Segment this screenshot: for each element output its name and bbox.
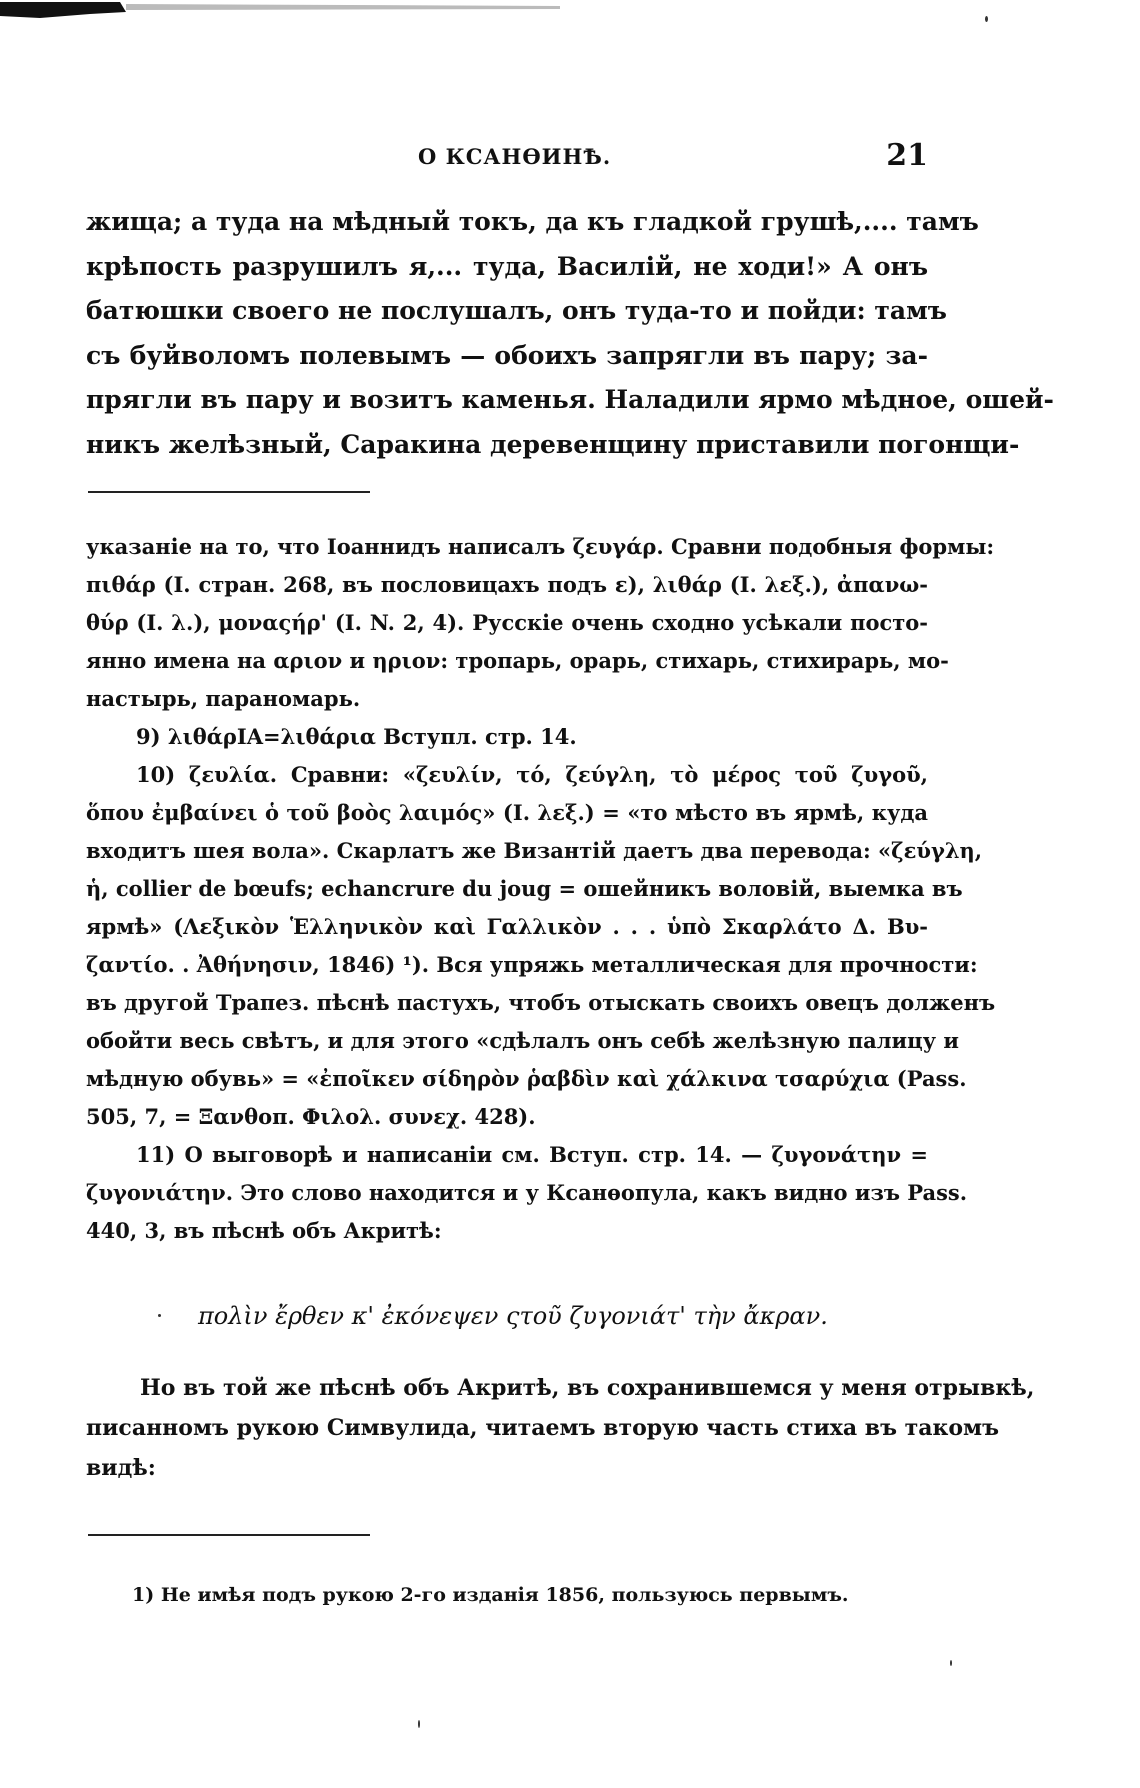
- running-head: [88, 138, 928, 178]
- scan-speck: [985, 16, 988, 22]
- note-line: настырь, параномарь.: [86, 686, 361, 711]
- note-line: ζυγονιάτην. Это слово находится и у Ксанѳопула, какъ видно изъ Pass.: [86, 1180, 968, 1205]
- note-line: ὅπου ἐμβαίνει ὁ τοῦ βοὸς λαιμός» (I. λεξ.) = «то мѣсто въ ярмѣ, куда: [86, 800, 928, 825]
- running-title: О КСАНѲИНѢ.: [418, 144, 612, 169]
- note-10: 10) ζευλία. Сравни: «ζευλίν, τό, ζεύγλη, τὸ μέρος τοῦ ζυγοῦ,: [136, 762, 928, 787]
- note-line: πιθάρ (I. стран. 268, въ пословицахъ подъ ε), λιθάρ (I. λεξ.), ἀπανω-: [86, 572, 928, 597]
- note-line: мѣдную обувь» = «ἐποῖκεν σίδηρὸν ῥαβδὶν καὶ χάλκινα τσαρύχια (Pass.: [86, 1066, 967, 1091]
- note-line: обойти весь свѣтъ, и для этого «сдѣлалъ онъ себѣ желѣзную палицу и: [86, 1028, 959, 1053]
- main-text-line: никъ желѣзный, Саракина деревенщину приставили погонщи-: [86, 429, 1020, 459]
- footnote: 1) Не имѣя подъ рукою 2-го изданія 1856, пользуюсь первымъ.: [132, 1584, 849, 1606]
- scan-speck: [418, 1720, 420, 1728]
- main-text-line: батюшки своего не послушалъ, онъ туда-то и пойди: тамъ: [86, 296, 947, 326]
- note-line: въ другой Трапез. пѣснѣ пастухъ, чтобъ отыскать своихъ овецъ долженъ: [86, 990, 996, 1015]
- verse-quote: πολὶν ἔρθεν κ' ἐκόνεψεν ςτοῦ ζυγονιάτ' τὴν ἄκραν.: [198, 1302, 828, 1330]
- note-line: 505, 7, = Ξανθοπ. Φιλολ. συνεχ. 428).: [86, 1104, 536, 1129]
- paragraph-line: писанномъ рукою Симвулида, читаемъ вторую часть стиха въ такомъ: [86, 1415, 1000, 1441]
- note-line: ζαντίο. . Ἀθήνησιν, 1846) ¹). Вся упряжь металлическая для прочности:: [86, 952, 978, 977]
- note-line: 440, 3, въ пѣснѣ объ Акритѣ:: [86, 1218, 442, 1243]
- page-number: 21: [886, 138, 928, 173]
- note-11: 11) О выговорѣ и написаніи см. Вступ. стр. 14. — ζυγονάτην =: [136, 1142, 928, 1167]
- paragraph: [86, 1368, 1035, 1488]
- notes-block: [86, 528, 996, 1250]
- footnote-separator: [88, 1534, 370, 1536]
- paragraph-line: видѣ:: [86, 1455, 156, 1481]
- note-line: входитъ шея вола». Скарлатъ же Византій даетъ два перевода: «ζεύγλη,: [86, 838, 983, 863]
- scan-edge-smudge: [0, 0, 560, 22]
- note-line: указаніе на то, что Іоаннидъ написалъ ζευγάρ. Сравни подобныя формы:: [86, 534, 995, 559]
- main-text: [86, 200, 1054, 468]
- scan-speck: [158, 1314, 161, 1317]
- separator-rule: [88, 491, 370, 493]
- note-line: ἡ, collier de bœufs; echancrure du joug = ошейникъ воловій, выемка въ: [86, 876, 963, 901]
- paragraph-line: Но въ той же пѣснѣ объ Акритѣ, въ сохранившемся у меня отрывкѣ,: [140, 1375, 1035, 1401]
- main-text-line: прягли въ пару и возитъ каменья. Наладили ярмо мѣдное, ошей-: [86, 385, 1054, 415]
- note-9: 9) λιθάρΙΑ=λιθάρια Вступл. стр. 14.: [136, 724, 577, 749]
- main-text-line: съ буйволомъ полевымъ — обоихъ запрягли въ пару; за-: [86, 340, 928, 370]
- scan-speck: [950, 1660, 952, 1666]
- note-line: ярмѣ» (Λεξικὸν Ἑλληνικὸν καὶ Γαλλικὸν . . . ὑπὸ Σκαρλάτο Δ. Βυ-: [86, 914, 928, 939]
- note-line: янно имена на αριον и ηριον: тропарь, орарь, стихарь, стихирарь, мо-: [86, 648, 949, 673]
- note-line: θύρ (I. λ.), μοναςήρ' (I. N. 2, 4). Русскіе очень сходно усѣкали посто-: [86, 610, 928, 635]
- main-text-line: крѣпость разрушилъ я,... туда, Василій, не ходи!» А онъ: [86, 251, 928, 281]
- main-text-line: жища; а туда на мѣдный токъ, да къ гладкой грушѣ,.... тамъ: [86, 207, 979, 236]
